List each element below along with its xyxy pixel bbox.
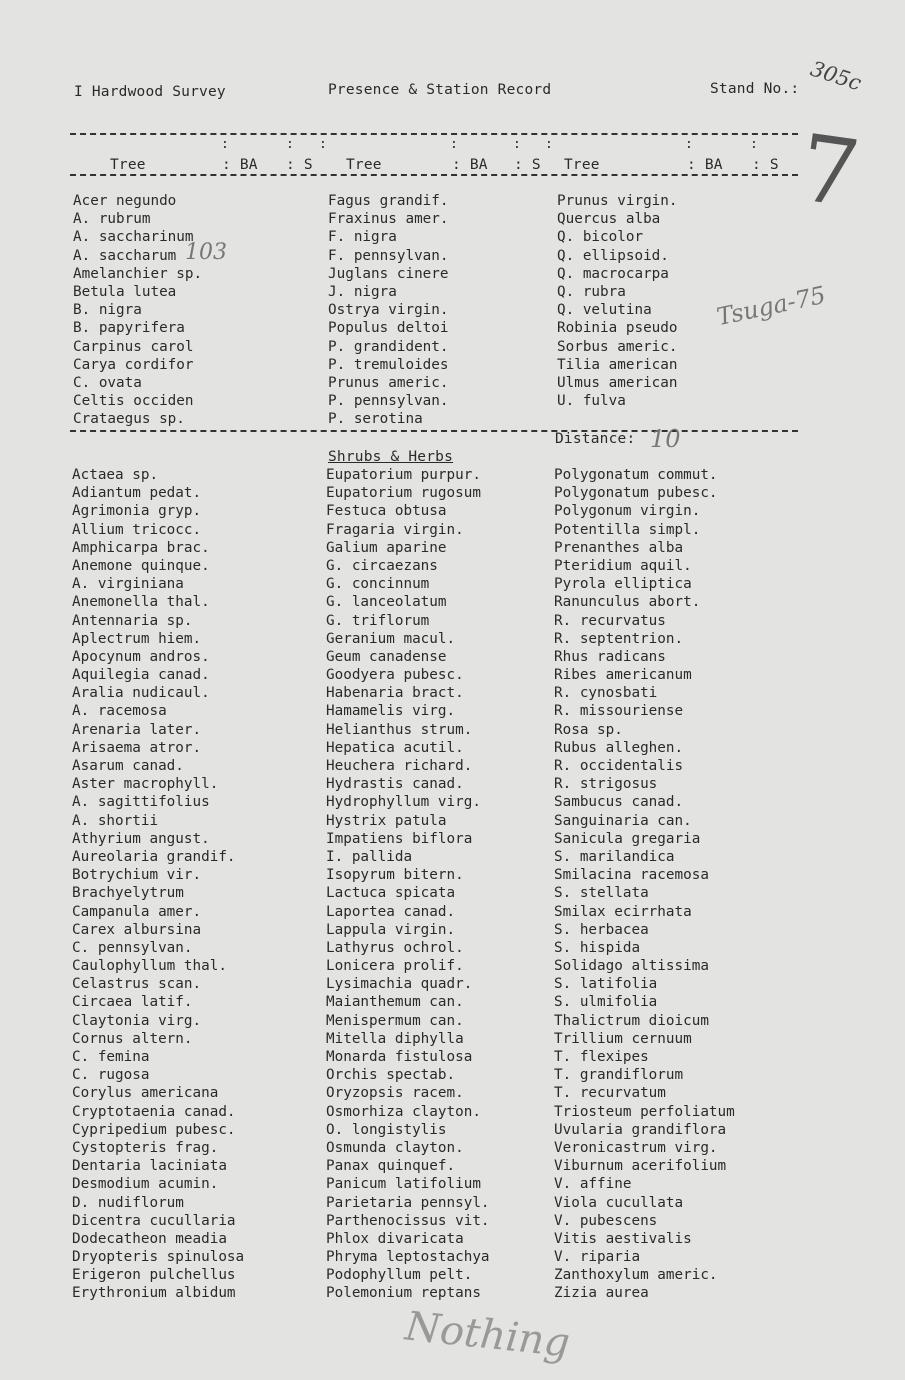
tree-item: Populus deltoi bbox=[328, 320, 449, 337]
tree-item: Q. velutina bbox=[557, 302, 652, 319]
herb-item: R. missouriense bbox=[554, 703, 684, 720]
tree-header-3: Tree bbox=[564, 157, 600, 173]
herb-item: Aquilegia canad. bbox=[72, 667, 210, 684]
herb-item: Thalictrum dioicum bbox=[554, 1012, 709, 1029]
herb-item: Arisaema atror. bbox=[72, 739, 202, 756]
herb-item: V. affine bbox=[554, 1176, 632, 1193]
tree-header-1: Tree bbox=[110, 157, 146, 173]
herb-item: Geranium macul. bbox=[326, 630, 456, 647]
col-sep: : bbox=[319, 137, 327, 152]
herb-item: Asarum canad. bbox=[72, 758, 184, 774]
col-sep: : bbox=[545, 137, 553, 152]
herb-item: Agrimonia gryp. bbox=[72, 503, 202, 520]
handwritten-103: 103 bbox=[185, 240, 227, 265]
handwritten-nothing: Nothing bbox=[403, 1303, 573, 1367]
tree-item: Carpinus carol bbox=[73, 338, 194, 355]
herb-item: Eupatorium purpur. bbox=[326, 467, 481, 483]
herb-item: Veronicastrum virg. bbox=[554, 1139, 718, 1156]
herb-item: V. riparia bbox=[554, 1249, 641, 1266]
herb-item: Campanula amer. bbox=[72, 903, 202, 920]
herb-item: Actaea sp. bbox=[72, 467, 159, 483]
herb-item: Heuchera richard. bbox=[326, 758, 473, 774]
herb-item: Desmodium acumin. bbox=[72, 1176, 219, 1193]
tree-item: Robinia pseudo bbox=[557, 320, 678, 337]
tree-item: Amelanchier sp. bbox=[73, 265, 203, 282]
shrubs-col-3 bbox=[554, 466, 735, 1303]
herb-item: Rhus radicans bbox=[554, 648, 666, 665]
herb-item: Zizia aurea bbox=[554, 1285, 649, 1302]
herb-item: V. pubescens bbox=[554, 1212, 658, 1229]
herb-item: Dodecatheon meadia bbox=[72, 1230, 227, 1247]
herb-item: Helianthus strum. bbox=[326, 721, 473, 738]
herb-item: Phryma leptostachya bbox=[326, 1249, 490, 1266]
herb-item: Podophyllum pelt. bbox=[326, 1267, 473, 1284]
herb-item: G. concinnum bbox=[326, 576, 430, 593]
herb-item: Polygonatum commut. bbox=[554, 467, 718, 483]
herb-item: Caulophyllum thal. bbox=[72, 958, 227, 975]
header-bottom-rule bbox=[70, 174, 798, 176]
ba-header-3: : BA bbox=[687, 157, 723, 173]
herb-item: Sanguinaria can. bbox=[554, 812, 692, 829]
col-sep: : bbox=[750, 137, 758, 152]
herb-item: Solidago altissima bbox=[554, 958, 709, 975]
herb-item: Ribes americanum bbox=[554, 667, 692, 684]
tree-item: B. nigra bbox=[73, 302, 142, 319]
herb-item: Viola cucullata bbox=[554, 1194, 684, 1211]
tree-item: Betula lutea bbox=[73, 283, 177, 300]
herb-item: G. triflorum bbox=[326, 612, 430, 629]
tree-item: F. pennsylvan. bbox=[328, 247, 449, 264]
col-sep: : bbox=[685, 137, 693, 152]
herb-item: C. femina bbox=[72, 1049, 150, 1065]
herb-item: Anemone quinque. bbox=[72, 557, 210, 574]
herb-item: Dryopteris spinulosa bbox=[72, 1249, 245, 1266]
tree-item: Ostrya virgin. bbox=[328, 302, 449, 319]
herb-item: Rosa sp. bbox=[554, 721, 623, 738]
herb-item: Hydrophyllum virg. bbox=[326, 794, 481, 811]
survey-title: I Hardwood Survey bbox=[74, 84, 226, 100]
herb-item: Polygonum virgin. bbox=[554, 503, 701, 520]
herb-item: G. lanceolatum bbox=[326, 594, 447, 611]
herb-item: Aralia nudicaul. bbox=[72, 685, 210, 702]
tree-col-3 bbox=[557, 192, 678, 410]
tree-item: Ulmus american bbox=[557, 374, 678, 391]
herb-item: Phlox divaricata bbox=[326, 1230, 464, 1247]
ba-header-2: : BA bbox=[452, 157, 488, 173]
tree-item: Fagus grandif. bbox=[328, 193, 449, 209]
tree-item: Q. macrocarpa bbox=[557, 265, 669, 282]
record-title: Presence & Station Record bbox=[328, 82, 552, 98]
herb-item: Pyrola elliptica bbox=[554, 576, 692, 593]
herb-item: Rubus alleghen. bbox=[554, 739, 684, 756]
tree-item: Q. ellipsoid. bbox=[557, 247, 669, 264]
herb-item: T. grandiflorum bbox=[554, 1067, 684, 1084]
herb-item: Corylus americana bbox=[72, 1085, 219, 1102]
herb-item: R. occidentalis bbox=[554, 758, 684, 774]
herb-item: Cryptotaenia canad. bbox=[72, 1103, 236, 1120]
herb-item: Smilacina racemosa bbox=[554, 867, 709, 884]
col-sep: : bbox=[450, 137, 458, 152]
herb-item: Erigeron pulchellus bbox=[72, 1267, 236, 1284]
herb-item: S. stellata bbox=[554, 885, 649, 902]
herb-item: Erythronium albidum bbox=[72, 1285, 236, 1302]
s-header-2: : S bbox=[514, 157, 541, 173]
herb-item: Hamamelis virg. bbox=[326, 703, 456, 720]
herb-item: Lactuca spicata bbox=[326, 885, 456, 902]
tree-item: Tilia american bbox=[557, 356, 678, 373]
herb-item: Panicum latifolium bbox=[326, 1176, 481, 1193]
herb-item: Dicentra cucullaria bbox=[72, 1212, 236, 1229]
herb-item: C. pennsylvan. bbox=[72, 939, 193, 956]
herb-item: Ranunculus abort. bbox=[554, 594, 701, 611]
herb-item: S. herbacea bbox=[554, 921, 649, 938]
tree-item: Prunus virgin. bbox=[557, 193, 678, 209]
herb-item: Lysimachia quadr. bbox=[326, 976, 473, 993]
tree-item: C. ovata bbox=[73, 374, 142, 391]
herb-item: Sanicula gregaria bbox=[554, 830, 701, 847]
herb-item: T. recurvatum bbox=[554, 1085, 666, 1102]
herb-item: Laportea canad. bbox=[326, 903, 456, 920]
header-top-rule bbox=[70, 133, 798, 135]
herb-item: Viburnum acerifolium bbox=[554, 1158, 727, 1175]
herb-item: Smilax ecirrhata bbox=[554, 903, 692, 920]
tree-bottom-rule bbox=[70, 430, 798, 432]
herb-item: Triosteum perfoliatum bbox=[554, 1103, 735, 1120]
herb-item: Dentaria laciniata bbox=[72, 1158, 227, 1175]
herb-item: Apocynum andros. bbox=[72, 648, 210, 665]
herb-item: Trillium cernuum bbox=[554, 1030, 692, 1047]
stand-number-handwritten: 305c bbox=[807, 56, 865, 96]
tree-item: Sorbus americ. bbox=[557, 338, 678, 355]
herb-item: Cypripedium pubesc. bbox=[72, 1121, 236, 1138]
herb-item: G. circaezans bbox=[326, 557, 438, 574]
herb-item: Claytonia virg. bbox=[72, 1012, 202, 1029]
herb-item: Festuca obtusa bbox=[326, 503, 447, 520]
herb-item: Sambucus canad. bbox=[554, 794, 684, 811]
herb-item: Impatiens biflora bbox=[326, 830, 473, 847]
herb-item: Uvularia grandiflora bbox=[554, 1121, 727, 1138]
tree-item: P. tremuloides bbox=[328, 356, 449, 373]
herb-item: Polemonium reptans bbox=[326, 1285, 481, 1302]
herb-item: R. strigosus bbox=[554, 776, 658, 793]
herb-item: Aplectrum hiem. bbox=[72, 630, 202, 647]
herb-item: Zanthoxylum americ. bbox=[554, 1267, 718, 1284]
herb-item: Allium tricocc. bbox=[72, 521, 202, 538]
herb-item: Maianthemum can. bbox=[326, 994, 464, 1011]
herb-item: R. recurvatus bbox=[554, 612, 666, 629]
tree-item: A. saccharinum bbox=[73, 229, 194, 246]
herb-item: Brachyelytrum bbox=[72, 885, 184, 902]
tree-item: P. pennsylvan. bbox=[328, 393, 449, 410]
herb-item: T. flexipes bbox=[554, 1049, 649, 1065]
tree-item: Crataegus sp. bbox=[73, 411, 185, 428]
herb-item: Mitella diphylla bbox=[326, 1030, 464, 1047]
ba-header-1: : BA bbox=[222, 157, 258, 173]
herb-item: Lappula virgin. bbox=[326, 921, 456, 938]
herb-item: Osmunda clayton. bbox=[326, 1139, 464, 1156]
tree-item: U. fulva bbox=[557, 393, 626, 410]
tree-col-2 bbox=[328, 192, 449, 428]
herb-item: A. shortii bbox=[72, 812, 159, 829]
tree-item: P. grandident. bbox=[328, 338, 449, 355]
distance-label: Distance: bbox=[555, 431, 636, 447]
herb-item: Athyrium angust. bbox=[72, 830, 210, 847]
herb-item: Amphicarpa brac. bbox=[72, 539, 210, 556]
herb-item: Prenanthes alba bbox=[554, 539, 684, 556]
herb-item: Botrychium vir. bbox=[72, 867, 202, 884]
herb-item: Cystopteris frag. bbox=[72, 1139, 219, 1156]
big-check-mark: 7 bbox=[792, 114, 866, 229]
herb-item: Goodyera pubesc. bbox=[326, 667, 464, 684]
herb-item: Habenaria bract. bbox=[326, 685, 464, 702]
tree-header-2: Tree bbox=[346, 157, 382, 173]
herb-item: Hystrix patula bbox=[326, 812, 447, 829]
tree-item: Juglans cinere bbox=[328, 265, 449, 282]
herb-item: Lonicera prolif. bbox=[326, 958, 464, 975]
herb-item: Orchis spectab. bbox=[326, 1067, 456, 1084]
herb-item: Lathyrus ochrol. bbox=[326, 939, 464, 956]
tree-item: A. rubrum bbox=[73, 211, 151, 228]
herb-item: Circaea latif. bbox=[72, 994, 193, 1011]
shrubs-title: Shrubs & Herbs bbox=[328, 449, 454, 465]
herb-item: Geum canadense bbox=[326, 648, 447, 665]
shrubs-col-2 bbox=[326, 466, 490, 1303]
herb-item: A. racemosa bbox=[72, 703, 167, 720]
herb-item: Fragaria virgin. bbox=[326, 521, 464, 538]
herb-item: Isopyrum bitern. bbox=[326, 867, 464, 884]
herb-item: O. longistylis bbox=[326, 1121, 447, 1138]
herb-item: Adiantum pedat. bbox=[72, 485, 202, 502]
col-sep: : bbox=[221, 137, 229, 152]
herb-item: A. sagittifolius bbox=[72, 794, 210, 811]
herb-item: S. hispida bbox=[554, 939, 641, 956]
tree-item: Prunus americ. bbox=[328, 374, 449, 391]
herb-item: Galium aparine bbox=[326, 539, 447, 556]
tree-item: Quercus alba bbox=[557, 211, 661, 228]
herb-item: Anemonella thal. bbox=[72, 594, 210, 611]
stand-label: Stand No.: bbox=[710, 81, 800, 97]
herb-item: Panax quinquef. bbox=[326, 1158, 456, 1175]
tree-item: B. papyrifera bbox=[73, 320, 185, 337]
s-header-1: : S bbox=[286, 157, 313, 173]
herb-item: R. cynosbati bbox=[554, 685, 658, 702]
herb-item: Celastrus scan. bbox=[72, 976, 202, 993]
tree-item: P. serotina bbox=[328, 411, 423, 428]
herb-item: Polygonatum pubesc. bbox=[554, 485, 718, 502]
herb-item: Vitis aestivalis bbox=[554, 1230, 692, 1247]
tree-item: Acer negundo bbox=[73, 193, 177, 209]
herb-item: S. latifolia bbox=[554, 976, 658, 993]
s-header-3: : S bbox=[752, 157, 779, 173]
col-sep: : bbox=[286, 137, 294, 152]
herb-item: Aster macrophyll. bbox=[72, 776, 219, 793]
herb-item: Eupatorium rugosum bbox=[326, 485, 481, 502]
herb-item: Menispermum can. bbox=[326, 1012, 464, 1029]
herb-item: S. marilandica bbox=[554, 848, 675, 865]
herb-item: Hepatica acutil. bbox=[326, 739, 464, 756]
shrubs-col-1 bbox=[72, 466, 244, 1303]
herb-item: Pteridium aquil. bbox=[554, 557, 692, 574]
herb-item: C. rugosa bbox=[72, 1067, 150, 1084]
tree-col-1 bbox=[73, 192, 202, 428]
herb-item: A. virginiana bbox=[72, 576, 184, 593]
herb-item: Parthenocissus vit. bbox=[326, 1212, 490, 1229]
herb-item: Antennaria sp. bbox=[72, 612, 193, 629]
herb-item: Monarda fistulosa bbox=[326, 1049, 473, 1065]
herb-item: S. ulmifolia bbox=[554, 994, 658, 1011]
herb-item: Oryzopsis racem. bbox=[326, 1085, 464, 1102]
tree-item: J. nigra bbox=[328, 283, 397, 300]
tree-item: Celtis occiden bbox=[73, 393, 194, 410]
herb-item: Parietaria pennsyl. bbox=[326, 1194, 490, 1211]
tree-item: A. saccharum bbox=[73, 247, 177, 264]
handwritten-tsuga: Tsuga-75 bbox=[714, 280, 829, 332]
tree-item: Fraxinus amer. bbox=[328, 211, 449, 228]
herb-item: D. nudiflorum bbox=[72, 1194, 184, 1211]
col-sep: : bbox=[513, 137, 521, 152]
herb-item: R. septentrion. bbox=[554, 630, 684, 647]
herb-item: Carex albursina bbox=[72, 921, 202, 938]
tree-item: Q. rubra bbox=[557, 283, 626, 300]
tree-item: Carya cordifor bbox=[73, 356, 194, 373]
herb-item: Aureolaria grandif. bbox=[72, 848, 236, 865]
herb-item: Arenaria later. bbox=[72, 721, 202, 738]
tree-item: F. nigra bbox=[328, 229, 397, 246]
handwritten-distance: 10 bbox=[650, 425, 681, 453]
herb-item: Osmorhiza clayton. bbox=[326, 1103, 481, 1120]
herb-item: Cornus altern. bbox=[72, 1030, 193, 1047]
herb-item: Hydrastis canad. bbox=[326, 776, 464, 793]
tree-item: Q. bicolor bbox=[557, 229, 644, 246]
herb-item: I. pallida bbox=[326, 848, 413, 865]
herb-item: Potentilla simpl. bbox=[554, 521, 701, 538]
